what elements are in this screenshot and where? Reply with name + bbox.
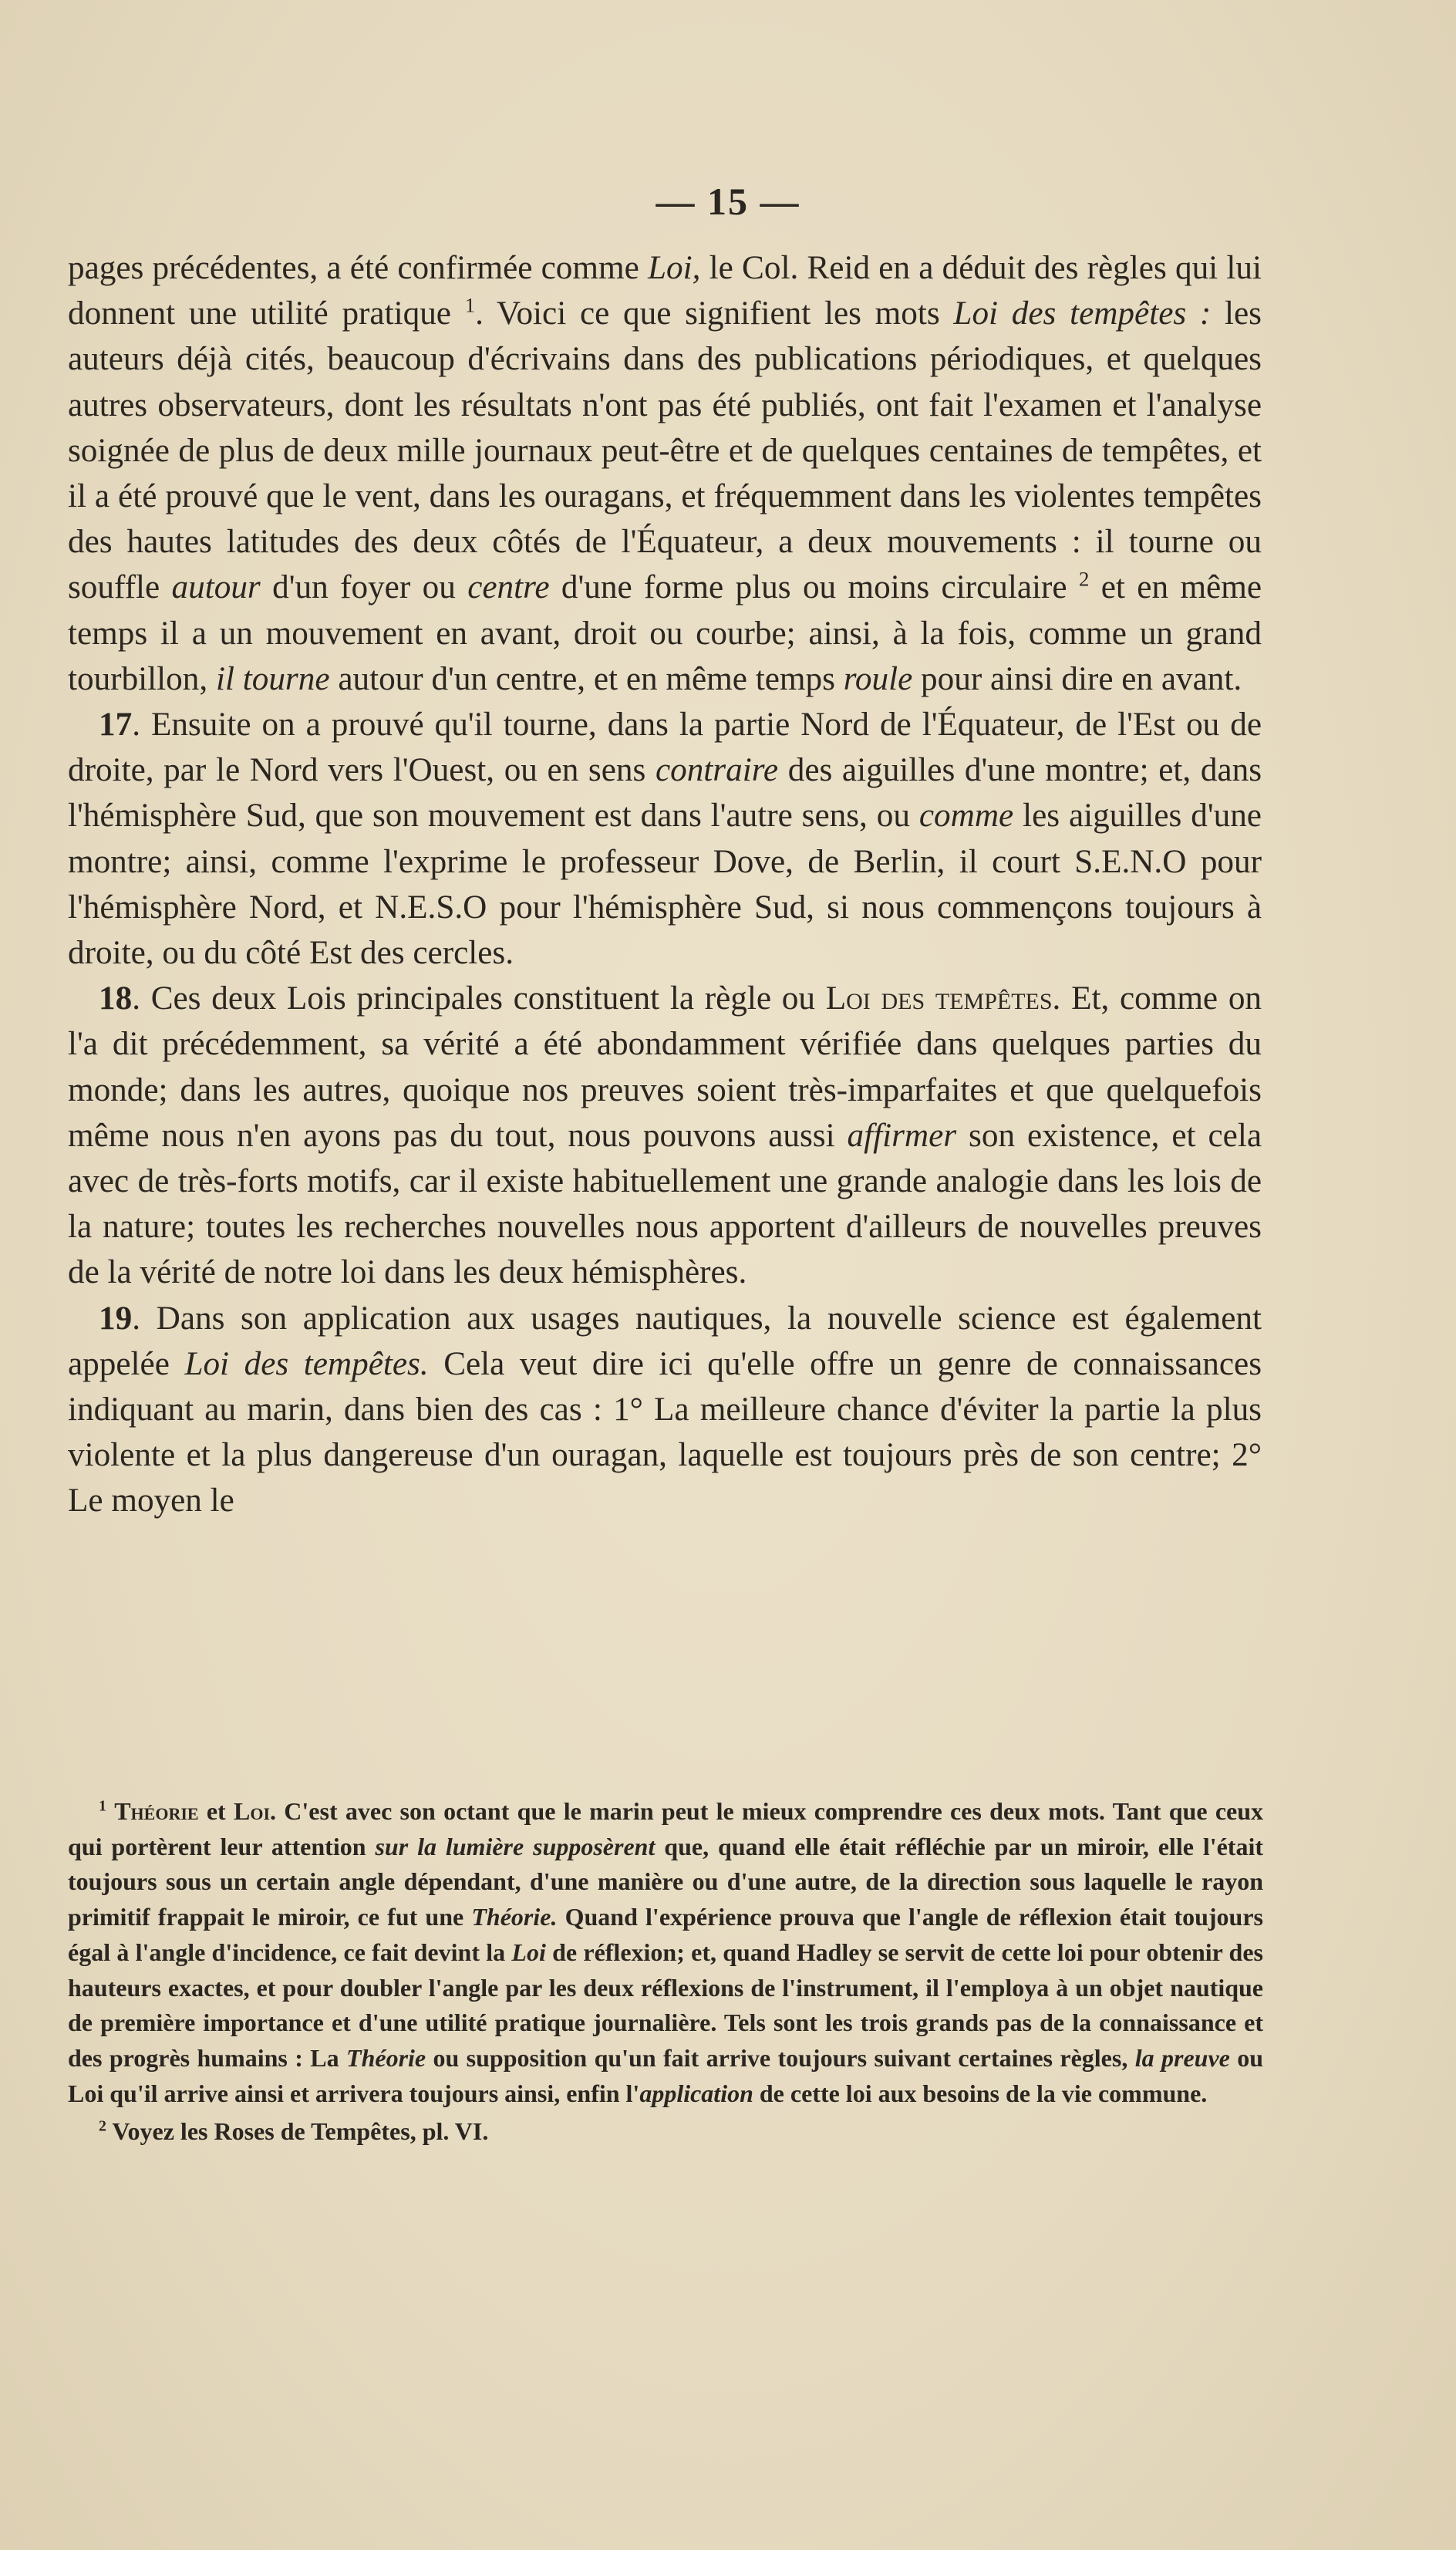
text-span: . Ces deux Lois principales constituent la règle ou <box>132 980 826 1017</box>
italic-span: centre <box>467 569 550 606</box>
italic-span: application <box>639 2079 753 2107</box>
text-span: Quand l'expérience prouva que l'angle de réflexion était toujours égal à l'angle d'incidence, ce fait devint la <box>68 1903 1264 1966</box>
text-span: de réflexion; et, quand Hadley se servit de cette loi pour obtenir des hauteurs exactes, et pour doubler l'angle par les deux réflexions de l'instrument, il l'employa à un objet nautique de première importance et d'une utilité pratique journalière. Tels sont les trois grands pas de la connaissance et des progrès humains : La <box>68 1938 1264 2072</box>
text-span: . Ensuite on a prouvé qu'il tourne, dans la partie Nord de l'Équateur, de l'Est ou de droite, par le Nord vers l'Ouest, ou en sens <box>68 707 1262 789</box>
text-span: . C'est avec son octant que le marin peut le mieux comprendre ces deux mots. Tant que ceux qui portèrent leur attention <box>68 1797 1264 1860</box>
paragraph-number: 18 <box>99 980 133 1017</box>
italic-span: Loi des tempêtes : <box>953 295 1212 332</box>
italic-span: la preuve <box>1134 2043 1230 2072</box>
text-span: les auteurs déjà cités, beaucoup d'écrivains dans des publications périodiques, et quelques autres observateurs, dont les résultats n'ont pas été publiés, ont fait l'examen et l'analyse soignée de plus de deux mille journaux peut-être et de quelques centaines de tempêtes, et il a été prouvé que le vent, dans les ouragans, et fréquemment dans les violentes tempêtes des hautes latitudes des deux côtés de l'Équateur, a deux mouvements : il tourne ou souffle <box>68 295 1262 606</box>
text-span: . Dans son application aux usages nautiques, la nouvelle science est également appelée <box>68 1300 1262 1382</box>
footnotes <box>68 1794 1263 2150</box>
text-span: pages précédentes, a été confirmée comme <box>68 250 648 286</box>
small-caps-span: Loi <box>233 1797 271 1825</box>
italic-span: il tourne <box>215 660 330 697</box>
paragraph-19 <box>68 1296 1262 1524</box>
italic-span: Loi <box>511 1938 546 1966</box>
italic-span: Loi, <box>648 250 701 286</box>
text-span: les aiguilles d'une montre; ainsi, comme l'exprime le professeur Dove, de Berlin, il court S.E.N.O pour l'hémisphère Nord, et N.E.S.O pour l'hémisphère Sud, si nous commençons toujours à droite, ou du côté Est des cercles. <box>68 798 1262 972</box>
paragraph-18 <box>68 976 1262 1295</box>
paragraph-number: 19 <box>99 1300 133 1337</box>
footnote-marker: 2 <box>1078 568 1090 592</box>
italic-span: Théorie. <box>471 1903 558 1931</box>
footnote-2 <box>68 2114 1263 2150</box>
text-span: . Et, comme on l'a dit précédemment, sa vérité a été abondamment vérifiée dans quelques parties du monde; dans les autres, quoique nos preuves soient très-imparfaites et que quelquefois même nous n'en ayons pas du tout, nous pouvons aussi <box>68 980 1262 1154</box>
footnote-marker: 1 <box>99 1797 106 1815</box>
small-caps-span: Théorie <box>114 1797 199 1825</box>
paragraph-17 <box>68 702 1262 976</box>
text-span: et en même temps il a un mouvement en avant, droit ou courbe; ainsi, à la fois, comme un grand tourbillon, <box>68 569 1262 697</box>
italic-span: affirmer <box>847 1117 957 1154</box>
text-span: pour ainsi dire en avant. <box>912 660 1242 697</box>
italic-span: autour <box>171 569 261 606</box>
italic-span: sur la lumière supposèrent <box>375 1832 656 1860</box>
text-span: et <box>198 1797 234 1825</box>
page-number: — 15 — <box>656 180 800 223</box>
footnote-marker: 1 <box>464 293 476 317</box>
text-span: ou Loi qu'il arrive ainsi et arrivera toujours ainsi, enfin l' <box>68 2043 1264 2107</box>
text-span: autour d'un centre, et en même temps <box>329 660 844 697</box>
italic-span: Loi des tempêtes. <box>184 1345 429 1382</box>
text-span: Cela veut dire ici qu'elle offre un genre de connaissances indiquant au marin, dans bien des cas : 1° La meilleure chance d'éviter la partie la plus violente et la plus dangereuse d'un ouragan, laquelle est toujours près de son centre; 2° Le moyen le <box>68 1345 1262 1520</box>
text-span: d'un foyer ou <box>260 569 468 606</box>
text-span: des aiguilles d'une montre; et, dans l'hémisphère Sud, que son mouvement est dans l'autre sens, ou <box>68 752 1262 835</box>
text-span: Voyez les Roses de Tempêtes, pl. VI. <box>106 2117 489 2146</box>
text-span: . Voici ce que signifient les mots <box>475 295 954 332</box>
italic-span: roule <box>843 660 913 697</box>
footnote-marker: 2 <box>99 2117 106 2135</box>
italic-span: Théorie <box>346 2043 426 2072</box>
small-caps-span: Loi des tempêtes <box>825 980 1053 1017</box>
main-text <box>68 245 1262 1524</box>
text-span: ou supposition qu'un fait arrive toujours suivant certaines règles, <box>426 2043 1135 2072</box>
italic-span: contraire <box>655 752 779 789</box>
paragraph-continuation <box>68 245 1262 702</box>
text-span: d'une forme plus ou moins circulaire <box>549 569 1079 606</box>
text-span: le Col. Reid en a déduit des règles qui lui donnent une utilité pratique <box>68 250 1262 332</box>
text-span: que, quand elle était réfléchie par un miroir, elle l'était toujours sous un certain angle dépendant, d'une manière ou d'une autre, de la direction sous laquelle le rayon primitif frappait le miroir, ce fut une <box>68 1832 1264 1931</box>
footnote-1 <box>68 1794 1263 2111</box>
text-span: de cette loi aux besoins de la vie commune. <box>753 2079 1208 2107</box>
text-span: son existence, et cela avec de très-forts motifs, car il existe habituellement une grande analogie dans les lois de la nature; toutes les recherches nouvelles nous apportent d'ailleurs de nouvelles preuves de la vérité de notre loi dans les deux hémisphères. <box>68 1117 1262 1291</box>
paragraph-number: 17 <box>99 707 133 744</box>
italic-span: comme <box>918 798 1014 835</box>
